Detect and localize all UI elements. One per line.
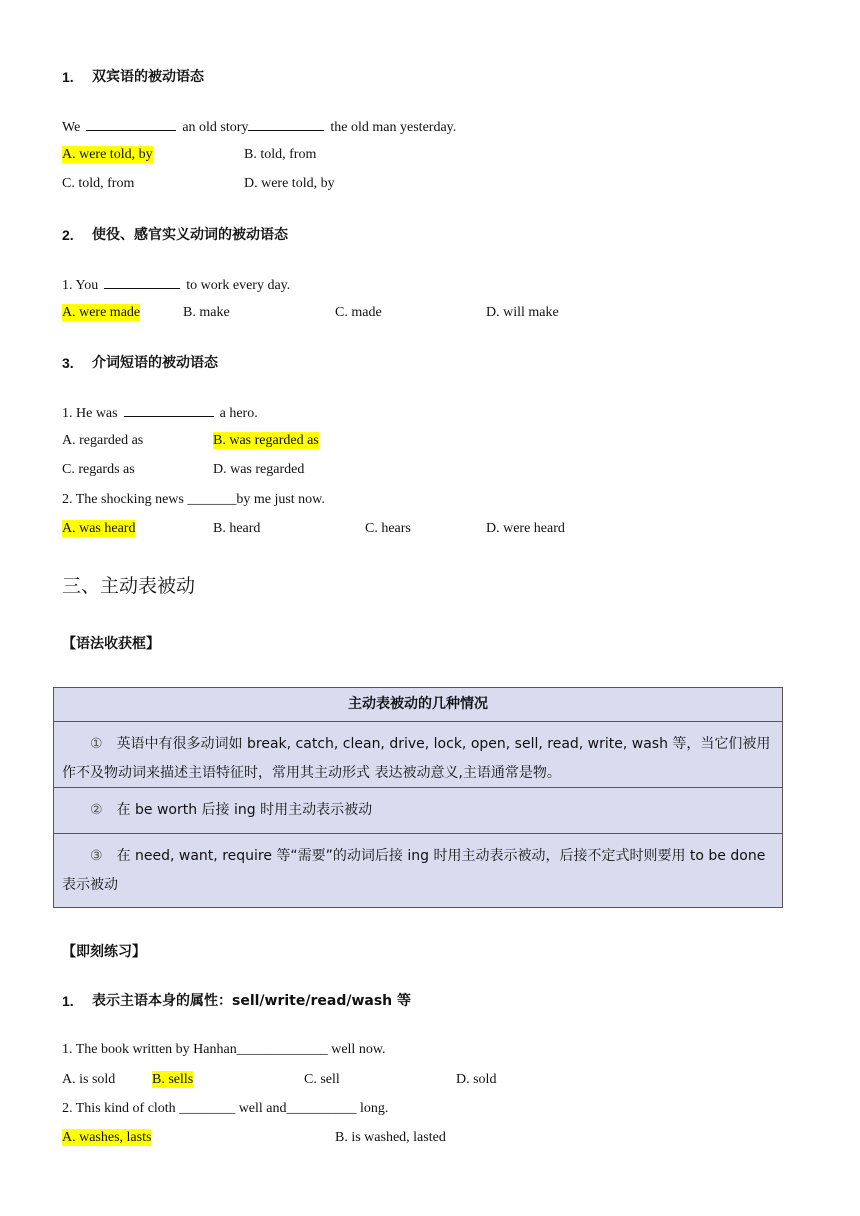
- question-text: long.: [360, 1101, 389, 1116]
- answer-blank: [248, 116, 324, 131]
- option-a[interactable]: [62, 519, 135, 539]
- option-d[interactable]: D. were told, by: [244, 176, 335, 191]
- table-header: 主动表被动的几种情况: [348, 696, 488, 712]
- option-a[interactable]: A. regarded as: [62, 433, 144, 448]
- question-text: well now.: [331, 1042, 386, 1057]
- question-text: the old man yesterday.: [330, 120, 457, 135]
- question-line: [62, 274, 290, 296]
- question-text: 1. He was: [62, 406, 118, 421]
- section-heading: 双宾语的被动语态: [92, 69, 204, 85]
- question-text: an old story: [182, 120, 249, 135]
- question-text: a hero.: [219, 406, 258, 421]
- section-number: 3.: [62, 355, 74, 371]
- option-b[interactable]: B. is washed, lasted: [335, 1130, 446, 1145]
- section-number: 1.: [62, 993, 74, 1009]
- option-a[interactable]: A. is sold: [62, 1072, 116, 1087]
- section-number: 2.: [62, 227, 74, 243]
- question-text: to work every day.: [186, 278, 291, 293]
- answer-blank: _____________: [236, 1042, 328, 1057]
- option-c[interactable]: C. regards as: [62, 462, 135, 477]
- question-line: [62, 490, 325, 510]
- option-a[interactable]: [62, 1128, 151, 1148]
- row-marker: ①: [90, 737, 103, 752]
- section-number: 1.: [62, 69, 74, 85]
- question-line: [62, 1040, 386, 1060]
- section-heading: 介词短语的被动语态: [92, 355, 218, 371]
- question-line: [62, 402, 258, 424]
- answer-blank: [86, 116, 176, 131]
- option-b[interactable]: [152, 1070, 193, 1090]
- row-marker: ②: [90, 803, 103, 818]
- option-a[interactable]: [62, 145, 153, 165]
- correct-answer-highlight: A. washes, lasts: [62, 1130, 152, 1145]
- question-line: [62, 1099, 388, 1119]
- correct-answer-highlight: B. sells: [152, 1072, 194, 1087]
- option-a[interactable]: [62, 303, 140, 323]
- section-heading: 使役、感官实义动词的被动语态: [92, 227, 288, 243]
- option-b[interactable]: B. heard: [213, 521, 261, 536]
- answer-blank: [124, 402, 214, 417]
- practice-label: 【即刻练习】: [62, 944, 146, 960]
- option-c[interactable]: C. sell: [304, 1072, 340, 1087]
- correct-answer-highlight: B. was regarded as: [213, 433, 319, 448]
- option-b[interactable]: [213, 431, 319, 451]
- section-heading: 表示主语本身的属性：sell/write/read/wash 等: [92, 993, 412, 1009]
- answer-blank: [104, 274, 180, 289]
- option-d[interactable]: D. sold: [456, 1072, 497, 1087]
- row-text: 在 need, want, require 等“需要”的动词后接 ing 时用主动表示被动，后接不定式时则要用 to be done 表示被动: [62, 848, 766, 893]
- question-line: [62, 116, 456, 138]
- question-text: 1. You: [62, 278, 99, 293]
- grammar-table: [53, 687, 783, 908]
- option-b[interactable]: B. make: [183, 305, 230, 320]
- option-d[interactable]: D. were heard: [486, 521, 565, 536]
- option-d[interactable]: D. was regarded: [213, 462, 305, 477]
- question-text: well and: [238, 1101, 287, 1116]
- option-c[interactable]: C. made: [335, 305, 382, 320]
- option-b[interactable]: B. told, from: [244, 147, 317, 162]
- answer-blank: __________: [286, 1101, 357, 1116]
- option-c[interactable]: C. told, from: [62, 176, 135, 191]
- question-text: 2. This kind of cloth: [62, 1101, 176, 1116]
- correct-answer-highlight: A. were told, by: [62, 147, 153, 162]
- row-marker: ③: [90, 849, 103, 864]
- correct-answer-highlight: A. was heard: [62, 521, 136, 536]
- part-title: 三、主动表被动: [62, 575, 196, 597]
- table-row: [54, 721, 782, 787]
- correct-answer-highlight: A. were made: [62, 305, 141, 320]
- answer-blank: ________: [179, 1101, 236, 1116]
- row-text: 英语中有很多动词如 break, catch, clean, drive, lock, open, sell, read, write, wash 等，当它们被用作不及物动词来描述主语特征时，常用其主动形式 表达被动意义,主语通常是物。: [62, 736, 771, 781]
- question-text: by me just now.: [236, 492, 325, 507]
- question-text: 1. The book written by Hanhan: [62, 1042, 237, 1057]
- harvest-box-label: 【语法收获框】: [62, 636, 160, 652]
- table-row: [54, 833, 782, 907]
- table-row: [54, 787, 782, 833]
- question-text: 2. The shocking news: [62, 492, 184, 507]
- option-d[interactable]: D. will make: [486, 305, 559, 320]
- option-c[interactable]: C. hears: [365, 521, 411, 536]
- row-text: 在 be worth 后接 ing 时用主动表示被动: [116, 802, 373, 818]
- answer-blank: _______: [187, 492, 237, 507]
- question-text: We: [62, 120, 81, 135]
